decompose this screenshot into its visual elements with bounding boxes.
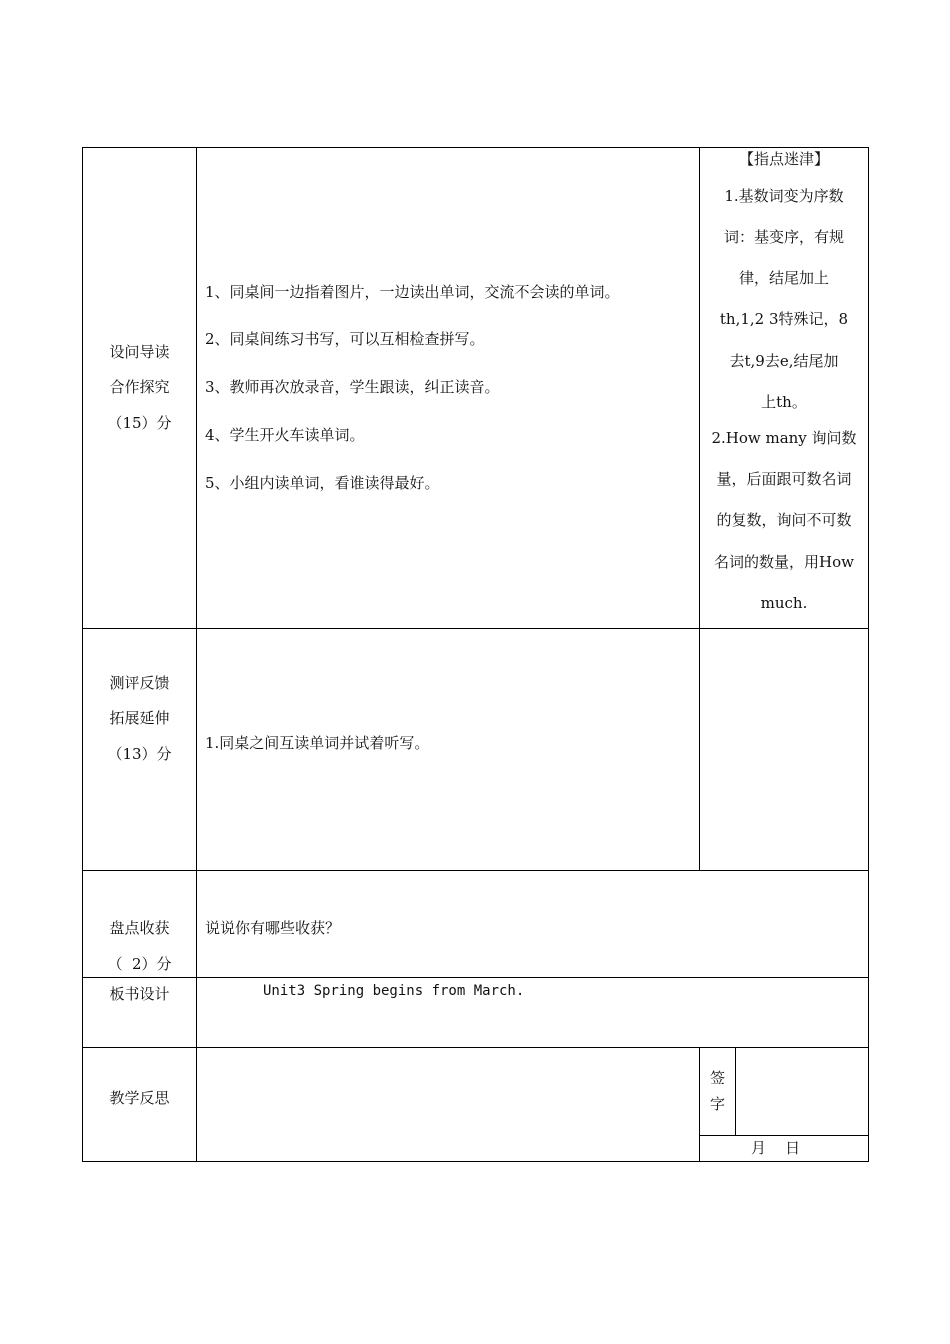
- date-text: 月 日: [751, 1139, 801, 1157]
- tips-title: 【指点迷津】: [738, 150, 829, 168]
- row-divider-3: [82, 977, 869, 978]
- row-divider-4: [82, 1047, 869, 1048]
- tips-line-6: 上th。: [761, 393, 807, 411]
- inquiry-step-3: 3、教师再次放录音，学生跟读，纠正读音。: [205, 378, 500, 396]
- tips-line-11: much.: [760, 594, 808, 612]
- sign-label-line-2: 字: [709, 1095, 725, 1113]
- board-content: Unit3 Spring begins from March.: [263, 983, 525, 999]
- summary-label-line-2: （ 2）分: [107, 955, 172, 973]
- inquiry-step-1: 1、同桌间一边指着图片，一边读出单词，交流不会读的单词。: [205, 283, 620, 301]
- evaluation-label-line-3: （13）分: [107, 745, 172, 763]
- tips-line-2: 词：基变序，有规: [723, 228, 844, 246]
- tips-line-10: 名词的数量，用How: [714, 553, 854, 571]
- evaluation-content: 1.同桌之间互读单词并试着听写。: [205, 734, 430, 752]
- inquiry-label-line-1: 设问导读: [109, 343, 170, 361]
- row-divider-2: [82, 870, 869, 871]
- sign-label-divider: [735, 1047, 736, 1136]
- evaluation-label-line-2: 拓展延伸: [109, 709, 170, 727]
- tips-line-1: 1.基数词变为序数: [724, 187, 844, 205]
- summary-label-line-1: 盘点收获: [109, 919, 170, 937]
- inquiry-label-line-2: 合作探究: [109, 378, 170, 396]
- inquiry-step-2: 2、同桌间练习书写，可以互相检查拼写。: [205, 330, 485, 348]
- table-border-top: [82, 147, 869, 148]
- date-divider: [699, 1135, 869, 1136]
- reflection-label: 教学反思: [109, 1089, 170, 1107]
- inquiry-step-4: 4、学生开火车读单词。: [205, 426, 365, 444]
- row-divider-1: [82, 628, 869, 629]
- tips-line-8: 量，后面跟可数名词: [716, 470, 852, 488]
- tips-column-divider-upper: [699, 147, 700, 871]
- evaluation-label-line-1: 测评反馈: [109, 674, 170, 692]
- board-label: 板书设计: [109, 985, 170, 1003]
- table-border-bottom: [82, 1161, 869, 1162]
- table-border-right: [868, 147, 869, 1162]
- tips-line-4: th,1,2 3特殊记，8: [719, 310, 849, 328]
- tips-line-3: 律，结尾加上: [738, 269, 829, 287]
- inquiry-step-5: 5、小组内读单词，看谁读得最好。: [205, 474, 440, 492]
- tips-line-9: 的复数，询问不可数: [716, 511, 852, 529]
- inquiry-label-line-3: （15）分: [107, 414, 172, 432]
- tips-line-7: 2.How many 询问数: [711, 429, 857, 447]
- summary-content: 说说你有哪些收获？: [205, 919, 341, 937]
- table-border-left: [82, 147, 83, 1162]
- label-column-divider: [196, 147, 197, 1162]
- tips-line-5: 去t,9去e,结尾加: [729, 352, 839, 370]
- sign-label-line-1: 签: [709, 1069, 725, 1087]
